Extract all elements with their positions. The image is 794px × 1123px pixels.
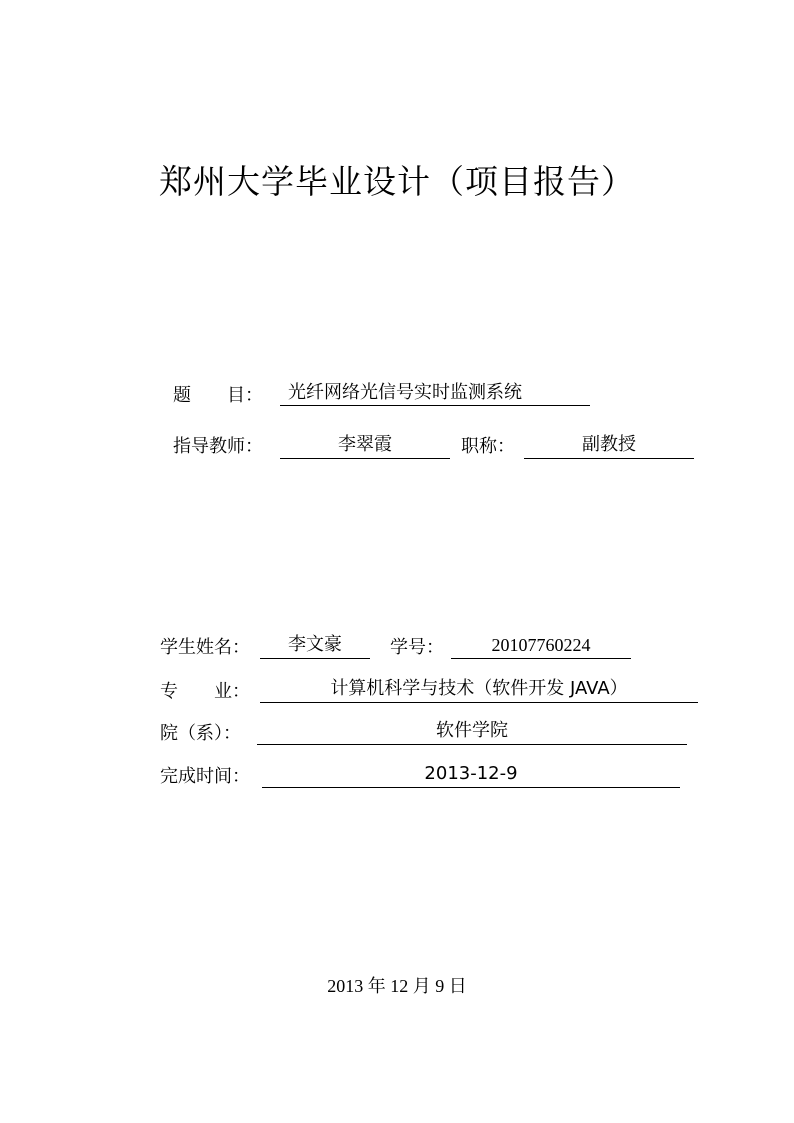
student-value: 李文豪 bbox=[260, 634, 370, 659]
major-label: 专 业： bbox=[160, 681, 250, 702]
rank-value: 副教授 bbox=[524, 434, 694, 459]
finish-time-value: 2013-12-9 bbox=[262, 763, 680, 788]
cover-date: 2013 年 12 月 9 日 bbox=[327, 976, 467, 996]
finish-time-label: 完成时间： bbox=[160, 766, 250, 787]
topic-row bbox=[173, 384, 263, 408]
rank-label: 职称： bbox=[461, 436, 515, 457]
advisor-value: 李翠霞 bbox=[280, 434, 450, 459]
topic-label: 题 目： bbox=[173, 385, 263, 406]
major-value: 计算机科学与技术（软件开发 JAVA） bbox=[260, 678, 698, 703]
student-id-value: 20107760224 bbox=[451, 634, 631, 659]
page-title: 郑州大学毕业设计（项目报告） bbox=[159, 162, 635, 201]
student-id-label: 学号： bbox=[390, 637, 444, 658]
advisor-label: 指导教师： bbox=[173, 436, 263, 457]
college-label: 院（系）： bbox=[160, 723, 241, 744]
college-value: 软件学院 bbox=[257, 720, 687, 745]
student-label: 学生姓名： bbox=[160, 637, 250, 658]
topic-value: 光纤网络光信号实时监测系统 bbox=[280, 382, 590, 406]
